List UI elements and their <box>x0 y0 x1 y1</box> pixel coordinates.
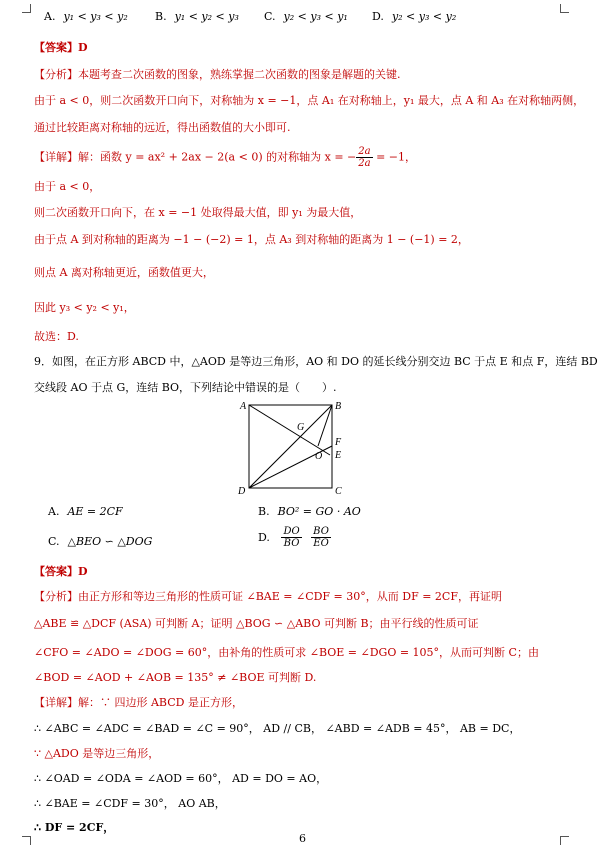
segment-bo <box>318 405 332 446</box>
diagonal-bd <box>249 405 332 488</box>
q9-answer: 【答案】D <box>34 565 88 578</box>
q8-answer: 【答案】D <box>34 41 88 54</box>
q9-option-b-text: BO² = GO · AO <box>277 505 361 518</box>
q9-option-c-text: △BEO ∽ △DOG <box>67 535 153 548</box>
q9-detail-2: ∴ ∠ABC = ∠ADC = ∠BAD = ∠C = 90°， AD // CB， ∠ABD = ∠ADB = 45°， AB = DC， <box>34 722 521 735</box>
label-f: F <box>335 437 342 448</box>
option-d-label: D. <box>372 10 384 23</box>
q9-stem-line2: 交线段 AO 于点 G，连结 BO，下列结论中错误的是（ ）. <box>34 381 337 394</box>
crop-mark-top-left <box>22 4 31 13</box>
q9-option-a <box>48 505 123 518</box>
label-d: D <box>238 486 246 497</box>
q9-detail-5: ∴ ∠BAE = ∠CDF = 30°， AO AB， <box>34 797 226 810</box>
q9-detail-6: ∴ DF = 2CF， <box>34 821 115 834</box>
option-a-label: A. <box>44 10 56 23</box>
label-e: E <box>335 450 342 461</box>
q9-option-a-text: AE = 2CF <box>67 505 123 518</box>
q9-option-d-fraction-right <box>311 526 331 549</box>
q9-option-d-fraction-left <box>281 526 301 549</box>
q9-detail-3: ∵ △ADO 是等边三角形， <box>34 747 160 760</box>
q9-analysis-4: ∠BOD = ∠AOD + ∠AOB = 135° ≠ ∠BOE 可判断 D. <box>34 671 317 684</box>
q9-analysis-1: 【分析】由正方形和等边三角形的性质可证 ∠BAE = ∠CDF = 30°，从而 DF = 2CF，再证明 <box>34 590 502 603</box>
q9-option-d-label: D. <box>258 530 270 544</box>
q9-d-num2: BO <box>313 526 329 537</box>
option-a <box>44 10 128 23</box>
q9-d-den1: BO <box>283 538 300 549</box>
q9-option-b-label: B. <box>258 505 270 518</box>
q8-detail-suffix: = −1， <box>372 150 417 164</box>
q8-line-e: 因此 y₃ < y₂ < y₁， <box>34 301 135 314</box>
label-b: B <box>335 401 342 412</box>
q8-analysis: 【分析】本题考查二次函数的图象，熟练掌握二次函数的图象是解题的关键. <box>34 68 401 81</box>
q9-option-b <box>258 505 361 518</box>
q8-detail <box>34 146 416 169</box>
option-c-label: C. <box>264 10 276 23</box>
q9-d-num1: DO <box>283 526 300 537</box>
q8-detail-prefix: 【详解】解：函数 y = ax² + 2ax − 2(a < 0) 的对称轴为 x = − <box>34 150 357 164</box>
q9-detail-4: ∴ ∠OAD = ∠ODA = ∠AOD = 60°， AD = DO = AO， <box>34 772 328 785</box>
q8-line-d: 则点 A 离对称轴更近，函数值更大， <box>34 266 214 279</box>
q9-d-den2: EO <box>313 538 329 549</box>
option-b-label: B. <box>155 10 167 23</box>
label-a: A <box>240 401 247 412</box>
q9-analysis-3: ∠CFO = ∠ADO = ∠DOG = 60°，由补角的性质可求 ∠BOE = ∠DGO = 105°，从而可判断 C；由 <box>34 646 539 659</box>
label-g: G <box>297 422 305 433</box>
q8-analysis-line2: 通过比较距离对称轴的远近，得出函数值的大小即可. <box>34 121 291 134</box>
label-o: O <box>315 451 323 462</box>
q8-line-f: 故选：D. <box>34 330 79 343</box>
q9-option-c <box>48 535 152 548</box>
crop-mark-top-right <box>560 4 569 13</box>
option-b <box>155 10 239 23</box>
q9-option-c-label: C. <box>48 535 60 548</box>
option-d <box>372 10 456 23</box>
q9-stem-line1: 9．如图，在正方形 ABCD 中，△AOD 是等边三角形，AO 和 DO 的延长线分别交边 BC 于点 E 和点 F，连结 BD <box>34 355 598 368</box>
option-c-text: y₂ < y₃ < y₁ <box>283 10 348 23</box>
option-b-text: y₁ < y₂ < y₃ <box>174 10 239 23</box>
q8-line-b: 则二次函数开口向下，在 x = −1 处取得最大值，即 y₁ 为最大值， <box>34 206 362 219</box>
q8-fraction-numerator: 2a <box>358 146 371 157</box>
q9-analysis-2: △ABE ≌ △DCF (ASA) 可判断 A；证明 △BOG ∽ △ABO 可判断 B；由平行线的性质可证 <box>34 617 479 630</box>
q8-line-c: 由于点 A 到对称轴的距离为 −1 − (−2) = 1，点 A₃ 到对称轴的距离为 1 − (−1) = 2， <box>34 233 469 246</box>
option-d-text: y₂ < y₃ < y₂ <box>391 10 457 23</box>
q8-fraction-denominator: 2a <box>358 158 371 169</box>
option-a-text: y₁ < y₃ < y₂ <box>63 10 128 23</box>
q9-option-d <box>258 526 331 549</box>
q9-detail-1: 【详解】解：∵ 四边形 ABCD 是正方形， <box>34 696 243 709</box>
q8-line-a: 由于 a < 0， <box>34 180 101 193</box>
option-c <box>264 10 348 23</box>
page-number: 6 <box>299 832 306 845</box>
square-figure <box>232 400 352 500</box>
label-c: C <box>335 486 342 497</box>
q8-detail-fraction <box>356 146 372 169</box>
q8-analysis-line1: 由于 a < 0，则二次函数开口向下，对称轴为 x = −1，点 A₁ 在对称轴上，y₁ 最大，点 A 和 A₃ 在对称轴两侧， <box>34 94 585 107</box>
q9-option-a-label: A. <box>48 505 60 518</box>
